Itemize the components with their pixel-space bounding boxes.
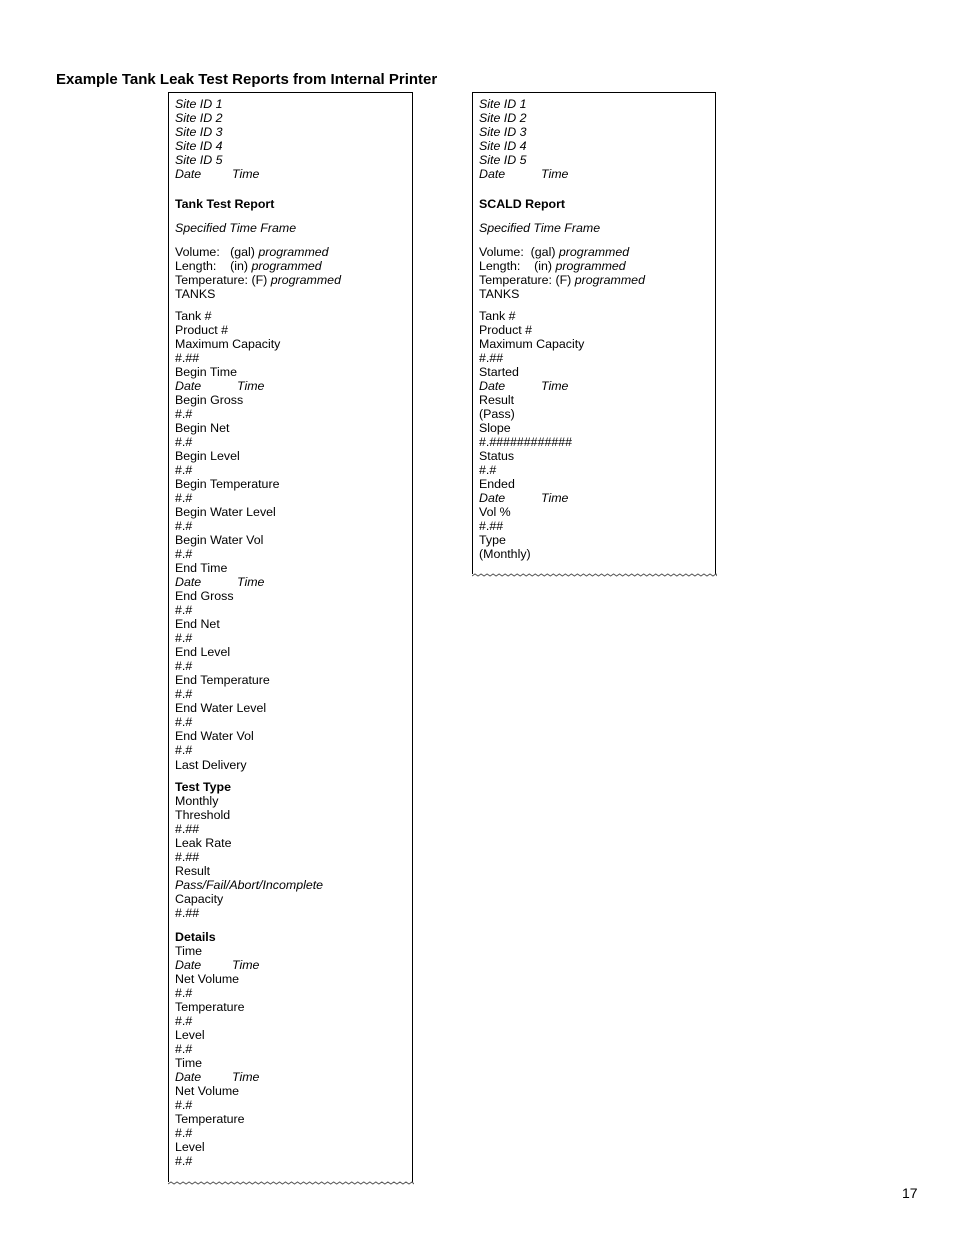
site-id-1: Site ID 1	[479, 97, 527, 111]
slope-label: Slope	[479, 421, 511, 435]
details-temperature-value-1: #.#	[175, 1014, 193, 1028]
maximum-capacity-value: #.##	[479, 351, 504, 365]
site-id-5: Site ID 5	[175, 153, 223, 167]
details-time-label-1: Time	[175, 944, 203, 958]
details-temperature-value-2: #.#	[175, 1126, 193, 1140]
details-level-label-2: Level	[175, 1140, 205, 1154]
result-value: Pass/Fail/Abort/Incomplete	[175, 878, 324, 892]
end-level-label: End Level	[175, 645, 231, 659]
site-id-3: Site ID 3	[479, 125, 527, 139]
tank-test-report-receipt	[168, 92, 413, 1182]
site-id-4: Site ID 4	[479, 139, 527, 153]
page-number: 17	[902, 1185, 918, 1201]
begin-gross-label: Begin Gross	[175, 393, 244, 407]
details-heading: Details	[175, 930, 216, 944]
site-id-3: Site ID 3	[175, 125, 223, 139]
details-level-label-1: Level	[175, 1028, 205, 1042]
leak-rate-value: #.##	[175, 850, 200, 864]
threshold-label: Threshold	[175, 808, 231, 822]
begin-level-label: Begin Level	[175, 449, 240, 463]
status-value: #.#	[479, 463, 497, 477]
begin-gross-value: #.#	[175, 407, 193, 421]
torn-edge-icon	[472, 572, 717, 580]
time-frame: Specified Time Frame	[175, 221, 297, 235]
begin-temperature-label: Begin Temperature	[175, 477, 280, 491]
begin-time-label: Begin Time	[175, 365, 237, 379]
type-label: Type	[479, 533, 506, 547]
details-net-volume-label-2: Net Volume	[175, 1084, 240, 1098]
end-water-level-value: #.#	[175, 715, 193, 729]
capacity-label: Capacity	[175, 892, 224, 906]
report-title: Tank Test Report	[175, 197, 275, 211]
length-line: Length: (in) programmed	[175, 259, 322, 273]
temperature-line: Temperature: (F) programmed	[479, 273, 645, 287]
site-id-5: Site ID 5	[479, 153, 527, 167]
length-line: Length: (in) programmed	[479, 259, 626, 273]
tanks-heading: TANKS	[479, 287, 520, 301]
slope-value: #.############	[479, 435, 573, 449]
end-water-level-label: End Water Level	[175, 701, 267, 715]
details-temperature-label-1: Temperature	[175, 1000, 245, 1014]
end-net-label: End Net	[175, 617, 220, 631]
begin-level-value: #.#	[175, 463, 193, 477]
details-net-volume-value-1: #.#	[175, 986, 193, 1000]
temperature-line: Temperature: (F) programmed	[175, 273, 341, 287]
end-water-vol-value: #.#	[175, 743, 193, 757]
scald-report-receipt	[472, 92, 716, 574]
begin-net-label: Begin Net	[175, 421, 230, 435]
tank-number: Tank #	[175, 309, 212, 323]
begin-water-level-value: #.#	[175, 519, 193, 533]
details-time-value-1: Date Time	[175, 958, 260, 972]
end-net-value: #.#	[175, 631, 193, 645]
torn-edge-icon	[168, 1180, 414, 1188]
started-label: Started	[479, 365, 519, 379]
details-level-value-2: #.#	[175, 1154, 193, 1168]
ended-value: Date Time	[479, 491, 569, 505]
tank-number: Tank #	[479, 309, 516, 323]
status-label: Status	[479, 449, 515, 463]
test-type-monthly: Monthly	[175, 794, 219, 808]
site-id-2: Site ID 2	[175, 111, 223, 125]
begin-temperature-value: #.#	[175, 491, 193, 505]
tanks-heading: TANKS	[175, 287, 216, 301]
leak-rate-label: Leak Rate	[175, 836, 232, 850]
details-time-label-2: Time	[175, 1056, 203, 1070]
end-water-vol-label: End Water Vol	[175, 729, 254, 743]
product-number: Product #	[479, 323, 533, 337]
end-level-value: #.#	[175, 659, 193, 673]
site-id-1: Site ID 1	[175, 97, 223, 111]
page-title: Example Tank Leak Test Reports from Internal Printer	[56, 71, 438, 88]
result-label: Result	[479, 393, 515, 407]
volume-line: Volume: (gal) programmed	[175, 245, 329, 259]
begin-water-vol-label: Begin Water Vol	[175, 533, 264, 547]
end-temperature-label: End Temperature	[175, 673, 270, 687]
volume-line: Volume: (gal) programmed	[479, 245, 630, 259]
ended-label: Ended	[479, 477, 515, 491]
site-id-4: Site ID 4	[175, 139, 223, 153]
end-time-value: Date Time	[175, 575, 265, 589]
product-number: Product #	[175, 323, 229, 337]
details-temperature-label-2: Temperature	[175, 1112, 245, 1126]
maximum-capacity-label: Maximum Capacity	[175, 337, 281, 351]
end-gross-value: #.#	[175, 603, 193, 617]
type-value: (Monthly)	[479, 547, 531, 561]
started-value: Date Time	[479, 379, 569, 393]
threshold-value: #.##	[175, 822, 200, 836]
vol-percent-label: Vol %	[479, 505, 511, 519]
details-time-value-2: Date Time	[175, 1070, 260, 1084]
begin-water-vol-value: #.#	[175, 547, 193, 561]
report-title: SCALD Report	[479, 197, 566, 211]
time-frame: Specified Time Frame	[479, 221, 601, 235]
vol-percent-value: #.##	[479, 519, 504, 533]
begin-time-value: Date Time	[175, 379, 265, 393]
details-level-value-1: #.#	[175, 1042, 193, 1056]
begin-water-level-label: Begin Water Level	[175, 505, 276, 519]
begin-net-value: #.#	[175, 435, 193, 449]
result-value: (Pass)	[479, 407, 515, 421]
details-net-volume-value-2: #.#	[175, 1098, 193, 1112]
end-temperature-value: #.#	[175, 687, 193, 701]
test-type-heading: Test Type	[175, 780, 231, 794]
site-id-2: Site ID 2	[479, 111, 527, 125]
end-gross-label: End Gross	[175, 589, 234, 603]
header-date-time: Date Time	[175, 167, 260, 181]
maximum-capacity-label: Maximum Capacity	[479, 337, 585, 351]
result-label: Result	[175, 864, 211, 878]
maximum-capacity-value: #.##	[175, 351, 200, 365]
end-time-label: End Time	[175, 561, 228, 575]
details-net-volume-label-1: Net Volume	[175, 972, 240, 986]
header-date-time: Date Time	[479, 167, 569, 181]
capacity-value: #.##	[175, 906, 200, 920]
last-delivery-label: Last Delivery	[175, 758, 247, 772]
